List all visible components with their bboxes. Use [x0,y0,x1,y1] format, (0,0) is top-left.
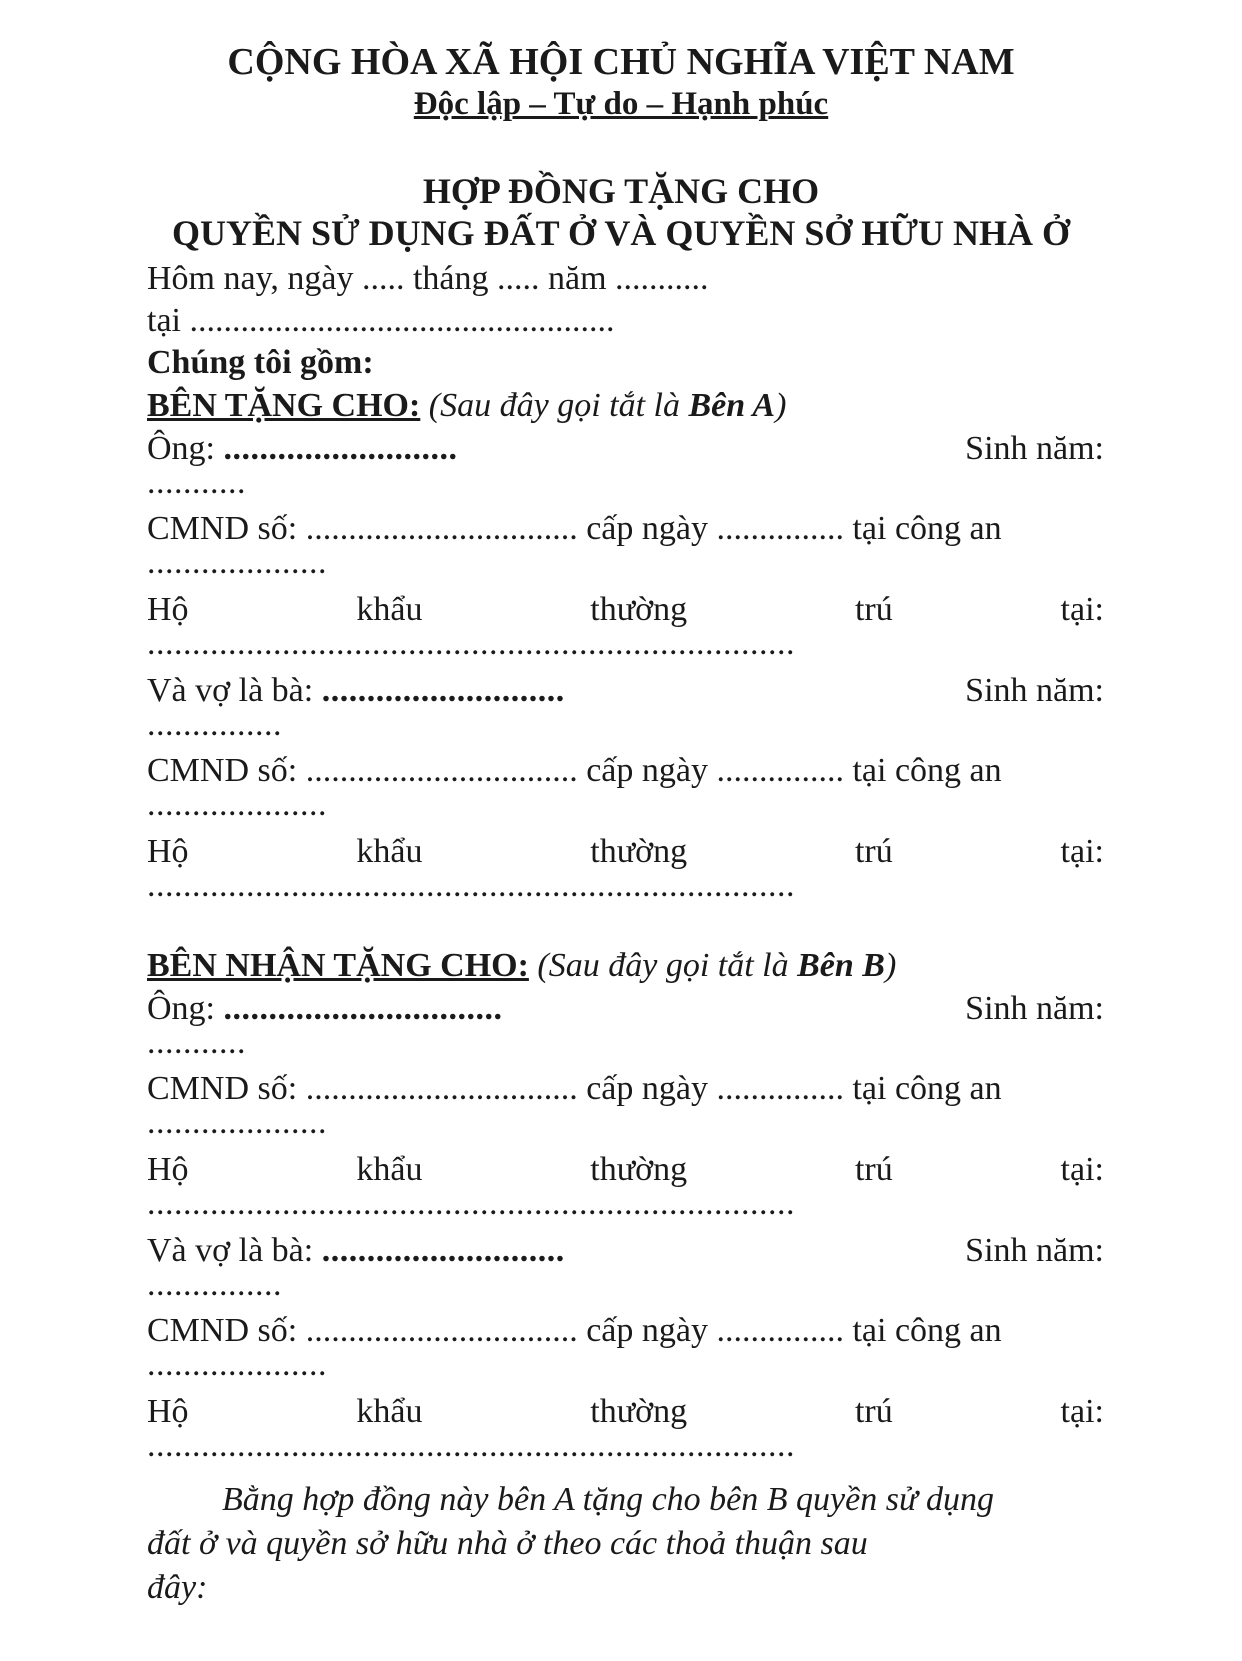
wife-name-blank: ........................... [321,1232,565,1269]
wife-birth-year-blank: ............... [147,1266,282,1303]
national-motto: Độc lập – Tự do – Hạnh phúc [413,86,829,122]
party-a-heading-line [147,385,1104,427]
wife-id-issuer-blank: .................... [147,1346,327,1383]
closing-line-3: đây: [147,1569,208,1606]
wife-id-card-line: CMND số: ................................ cấp ngày ............... tại công an [147,752,1002,789]
birth-label: Sinh năm: [965,430,1104,467]
wife-label: Và vợ là bà: [147,1232,314,1269]
birth-label: Sinh năm: [965,990,1104,1027]
wife-birth-year-blank: ............... [147,706,282,743]
husband-label: Ông: [147,990,215,1027]
birth-year-blank: ........... [147,1024,246,1061]
id-card-line: CMND số: ................................ cấp ngày ............... tại công an [147,1070,1002,1107]
wife-residence-blank: ........................................................................ [147,867,795,904]
wife-residence-line: Hộ khẩu thường trú tại: [147,833,1104,870]
party-b-note: (Sau đây gọi tắt là Bên B) [537,947,897,984]
wife-birth-label: Sinh năm: [965,672,1104,709]
wife-id-issuer-blank: .................... [147,786,327,823]
contract-subtitle: QUYỀN SỬ DỤNG ĐẤT Ở VÀ QUYỀN SỞ HỮU NHÀ Ở [171,213,1071,253]
birth-year-blank: ........... [147,464,246,501]
closing-line-1: Bằng hợp đồng này bên A tặng cho bên B quyền sử dụng [222,1481,994,1518]
party-a-note: (Sau đây gọi tắt là Bên A) [428,387,787,424]
residence-line: Hộ khẩu thường trú tại: [147,591,1104,628]
husband-label: Ông: [147,430,215,467]
closing-line-2: đất ở và quyền sở hữu nhà ở theo các thoả thuận sau [147,1525,868,1562]
party-b-heading-line [147,945,1104,987]
wife-label: Và vợ là bà: [147,672,314,709]
residence-blank: ........................................................................ [147,625,795,662]
wife-residence-blank: ........................................................................ [147,1427,795,1464]
id-issuer-blank: .................... [147,1104,327,1141]
wife-name-blank: ........................... [321,672,565,709]
members-heading: Chúng tôi gồm: [147,344,374,381]
husband-name-blank: ............................... [223,990,503,1027]
husband-name-blank: .......................... [223,430,458,467]
party-b-heading: BÊN NHẬN TẶNG CHO: [147,947,529,984]
residence-blank: ........................................................................ [147,1185,795,1222]
id-card-line: CMND số: ................................ cấp ngày ............... tại công an [147,510,1002,547]
wife-birth-label: Sinh năm: [965,1232,1104,1269]
wife-residence-line: Hộ khẩu thường trú tại: [147,1393,1104,1430]
residence-line: Hộ khẩu thường trú tại: [147,1151,1104,1188]
party-a-heading: BÊN TẶNG CHO: [147,387,421,424]
national-title: CỘNG HÒA XÃ HỘI CHỦ NGHĨA VIỆT NAM [227,41,1015,83]
id-issuer-blank: .................... [147,544,327,581]
place-line: tại .................................................. [147,302,615,339]
date-line: Hôm nay, ngày ..... tháng ..... năm ........... [147,260,709,297]
wife-id-card-line: CMND số: ................................ cấp ngày ............... tại công an [147,1312,1002,1349]
contract-title: HỢP ĐỒNG TẶNG CHO [422,171,820,211]
